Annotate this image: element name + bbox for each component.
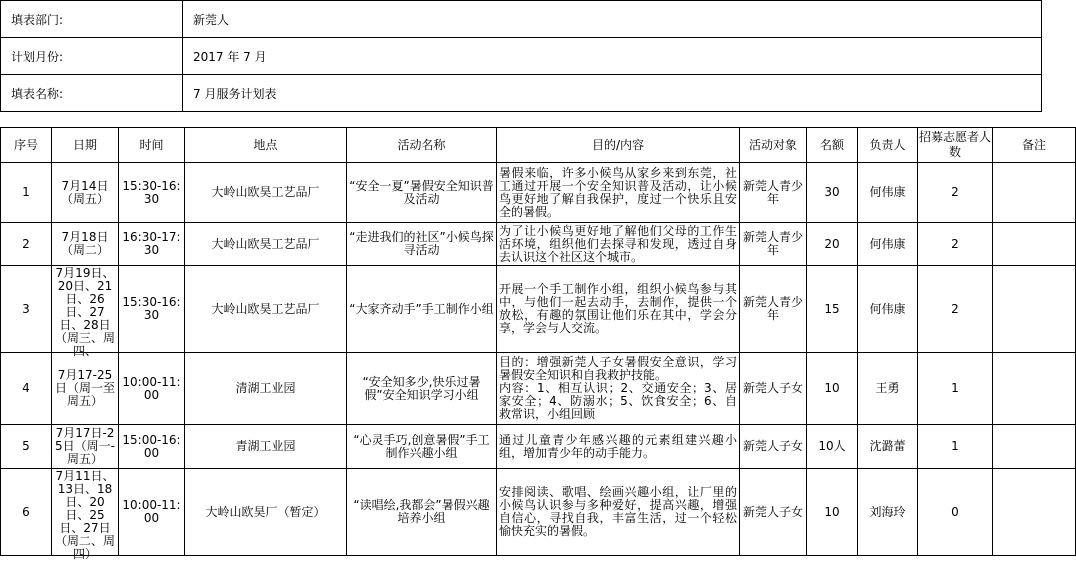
cell-volunteers: 2 — [918, 163, 993, 223]
cell-volunteers: 1 — [918, 425, 993, 469]
cell-time: 10:00-11:00 — [119, 353, 185, 425]
cell-activity-name: “走进我们的社区”小候鸟探寻活动 — [347, 223, 497, 266]
column-header: 日期 — [52, 128, 119, 163]
cell-content: 通过儿童青少年感兴趣的元素组建兴趣小组，增加青少年的动手能力。 — [497, 425, 740, 469]
column-header: 目的/内容 — [497, 128, 740, 163]
cell-target: 新莞人青少年 — [740, 266, 807, 353]
cell-place: 大岭山欧昊工艺品厂 — [185, 266, 347, 353]
cell-volunteers: 0 — [918, 469, 993, 556]
cell-target: 新莞人青少年 — [740, 163, 807, 223]
cell-volunteers: 1 — [918, 353, 993, 425]
cell-no: 1 — [1, 163, 52, 223]
column-header: 时间 — [119, 128, 185, 163]
cell-volunteers: 2 — [918, 266, 993, 353]
cell-note — [993, 353, 1076, 425]
cell-date: 7月17-25日（周一至周五） — [52, 353, 119, 425]
cell-target: 新莞人青少年 — [740, 223, 807, 266]
cell-no: 2 — [1, 223, 52, 266]
cell-note — [993, 469, 1076, 556]
cell-target: 新莞人子女 — [740, 353, 807, 425]
info-label: 填表名称: — [1, 75, 183, 112]
cell-date — [52, 266, 119, 358]
column-header: 活动对象 — [740, 128, 807, 163]
cell-activity-name: “安全一夏”暑假安全知识普及活动 — [347, 163, 497, 223]
table-header-row — [1, 128, 1076, 163]
column-header: 备注 — [993, 128, 1076, 163]
cell-quota: 20 — [807, 223, 858, 266]
service-plan-table — [0, 127, 1076, 561]
cell-place: 青湖工业园 — [185, 425, 347, 469]
cell-no: 4 — [1, 353, 52, 425]
column-header: 招募志愿者人数 — [918, 128, 993, 163]
date-text: 7月11日、13日、18日、20日、25日、27日（周二、周四） — [54, 469, 115, 561]
cell-content: 为了让小候鸟更好地了解他们父母的工作生活环境，组织他们去探寻和发现，透过自身去认识这个社区这个城市。 — [497, 223, 740, 266]
cell-activity-name: “安全知多少,快乐过暑假”安全知识学习小组 — [347, 353, 497, 425]
column-header: 活动名称 — [347, 128, 497, 163]
cell-place: 大岭山欧昊工艺品厂 — [185, 163, 347, 223]
cell-time: 15:00-16:00 — [119, 425, 185, 469]
table-row — [1, 163, 1076, 223]
cell-note — [993, 425, 1076, 469]
info-label: 计划月份: — [1, 38, 183, 75]
cell-no: 6 — [1, 469, 52, 556]
cell-time: 15:30-16:30 — [119, 163, 185, 223]
table-row — [1, 425, 1076, 469]
column-header: 负责人 — [858, 128, 918, 163]
cell-activity-name: “心灵手巧,创意暑假”手工制作兴趣小组 — [347, 425, 497, 469]
info-row-month — [1, 38, 1042, 75]
cell-content: 开展一个手工制作小组，组织小候鸟参与其中，与他们一起去动手，去制作，提供一个放松，有趣的氛围让他们乐在其中，学会分享，学会与人交流。 — [497, 266, 740, 353]
info-label: 填表部门: — [1, 1, 183, 38]
cell-leader: 何伟康 — [858, 266, 918, 353]
cell-note — [993, 163, 1076, 223]
cell-target: 新莞人子女 — [740, 469, 807, 556]
cell-leader: 何伟康 — [858, 163, 918, 223]
cell-date: 7月14日（周五） — [52, 163, 119, 223]
info-value: 2017 年 7 月 — [183, 38, 1042, 75]
column-header: 名额 — [807, 128, 858, 163]
cell-quota: 10 — [807, 469, 858, 556]
cell-time: 10:00-11:00 — [119, 469, 185, 556]
cell-place: 大岭山欧昊厂（暂定） — [185, 469, 347, 556]
cell-place: 清湖工业园 — [185, 353, 347, 425]
cell-quota: 10 — [807, 353, 858, 425]
table-row — [1, 266, 1076, 353]
cell-activity-name: “读唱绘,我都会”暑假兴趣培养小组 — [347, 469, 497, 556]
column-header: 序号 — [1, 128, 52, 163]
cell-time: 15:30-16:30 — [119, 266, 185, 353]
cell-content: 安排阅读、歌唱、绘画兴趣小组，让厂里的小候鸟认识参与多种爱好，提高兴趣，增强自信心，寻找自我，丰富生活，过一个轻松愉快充实的暑假。 — [497, 469, 740, 556]
info-row-form-name — [1, 75, 1042, 112]
column-header: 地点 — [185, 128, 347, 163]
cell-quota: 10人 — [807, 425, 858, 469]
table-row — [1, 223, 1076, 266]
cell-date — [52, 469, 119, 561]
cell-date: 7月18日（周二） — [52, 223, 119, 266]
cell-note — [993, 223, 1076, 266]
cell-quota: 15 — [807, 266, 858, 353]
cell-no: 5 — [1, 425, 52, 469]
cell-note — [993, 266, 1076, 353]
cell-leader: 刘海玲 — [858, 469, 918, 556]
info-row-department — [1, 1, 1042, 38]
cell-time: 16:30-17:30 — [119, 223, 185, 266]
cell-leader: 沈潞蕾 — [858, 425, 918, 469]
cell-place: 大岭山欧昊工艺品厂 — [185, 223, 347, 266]
cell-quota: 30 — [807, 163, 858, 223]
cell-content: 暑假来临，许多小候鸟从家乡来到东莞，社工通过开展一个安全知识普及活动，让小候鸟更好地了解自我保护，度过一个快乐且安全的暑假。 — [497, 163, 740, 223]
cell-date: 7月17日-25日（周一-周五） — [52, 425, 119, 469]
cell-leader: 王勇 — [858, 353, 918, 425]
table-row — [1, 469, 1076, 556]
info-value: 新莞人 — [183, 1, 1042, 38]
form-header-table — [0, 0, 1042, 112]
cell-leader: 何伟康 — [858, 223, 918, 266]
table-row — [1, 353, 1076, 425]
cell-volunteers: 2 — [918, 223, 993, 266]
cell-activity-name: “大家齐动手”手工制作小组 — [347, 266, 497, 353]
info-value: 7 月服务计划表 — [183, 75, 1042, 112]
cell-no: 3 — [1, 266, 52, 353]
cell-content: 目的：增强新莞人子女暑假安全意识，学习暑假安全知识和自我救护技能。 内容：1、相互认识；2、交通安全；3、居家安全；4、防溺水；5、饮食安全；6、自救常识，小组回顾 — [497, 353, 740, 425]
date-text: 7月19日、20日、21日、26日、27日、28日（周三、周四、 — [54, 266, 115, 358]
cell-target: 新莞人子女 — [740, 425, 807, 469]
